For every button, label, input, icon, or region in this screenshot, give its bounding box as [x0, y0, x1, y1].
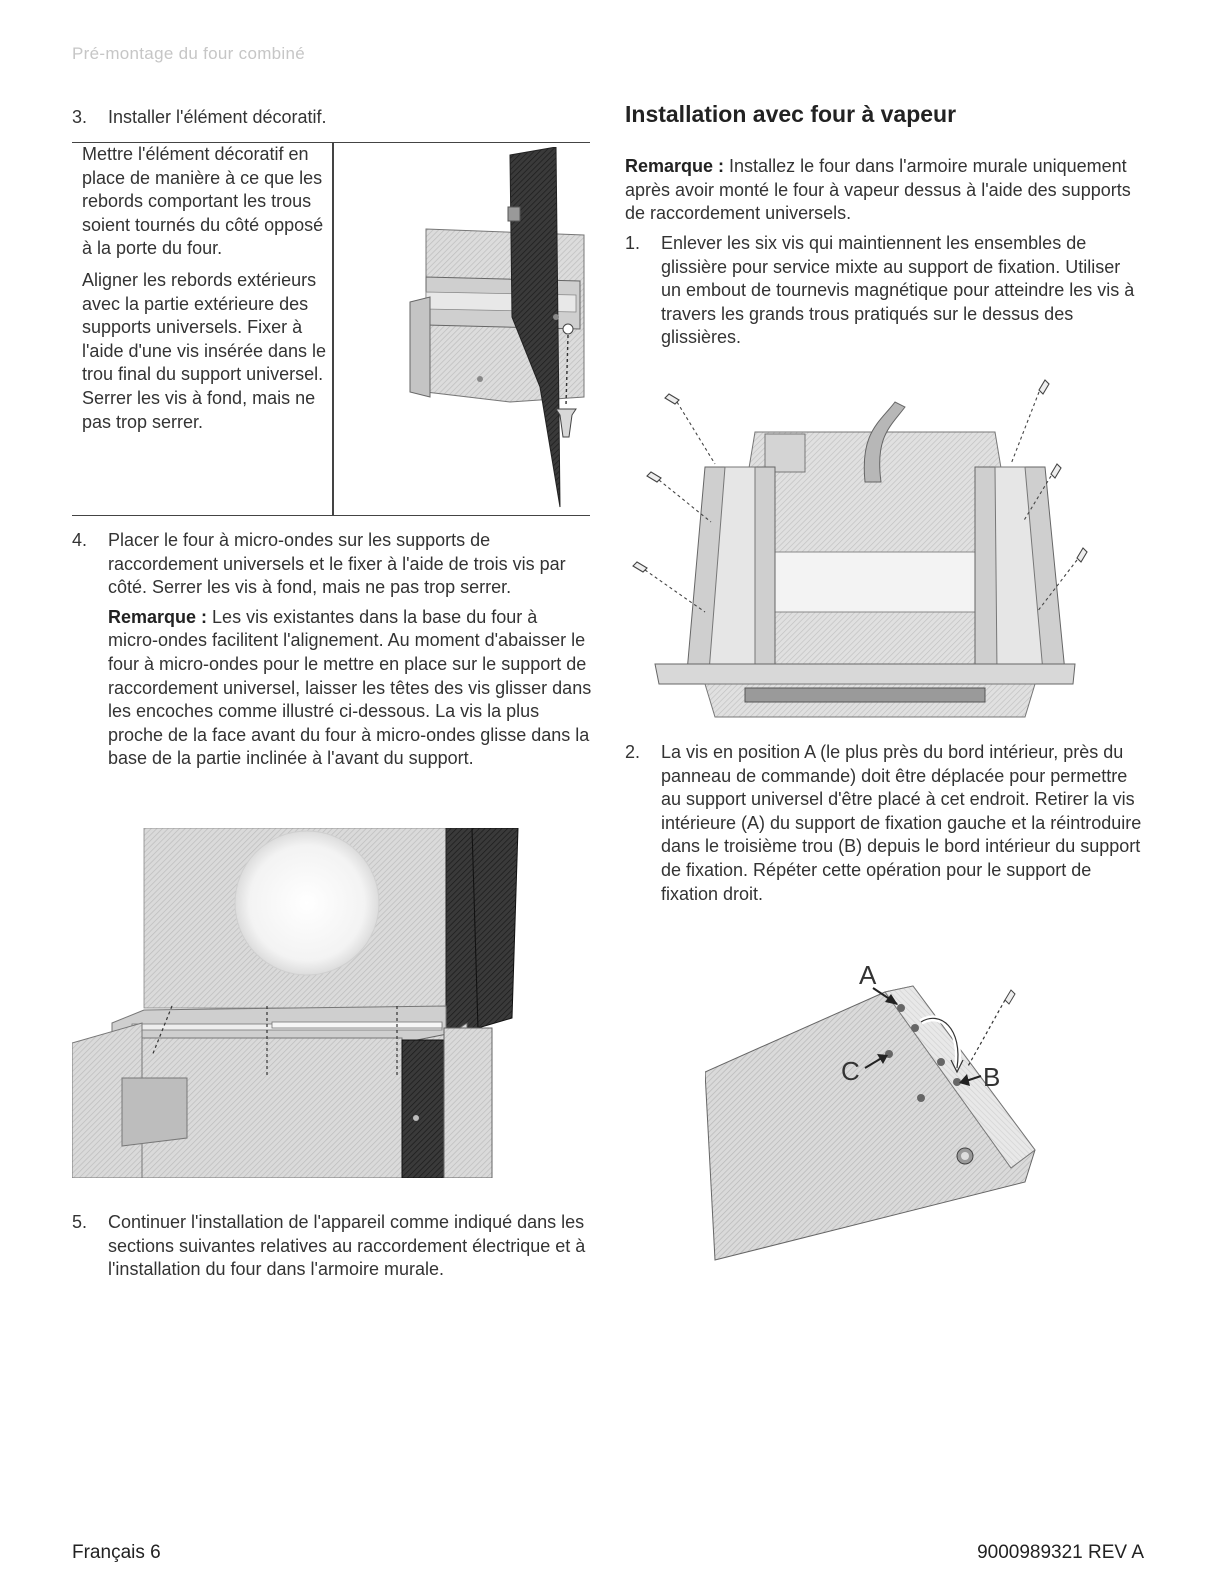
section-title: Installation avec four à vapeur — [625, 101, 957, 127]
step-3-title: Installer l'élément décoratif. — [108, 107, 327, 127]
right-step-1-text: Enlever les six vis qui maintiennent les ensembles de glissière pour service mixte au support de fixation. Utiliser un embout de tournevis magnétique pour atteindre les vis à travers les grands trous pratiqués sur le dessus des glissières. — [661, 233, 1135, 348]
step-5 — [72, 1211, 592, 1282]
label-a: A — [859, 960, 877, 990]
running-header: Pré-montage du four combiné — [72, 44, 306, 63]
decorative-element-figure — [340, 147, 586, 509]
steam-oven-screws-figure — [625, 372, 1105, 720]
step-4-number: 4. — [72, 530, 88, 550]
step-3-table — [72, 142, 590, 516]
right-step-2-text: La vis en position A (le plus près du bord intérieur, près du panneau de commande) doit être déplacée pour permettre au support universel d'être placé à cet endroit. Retirer la vis intérieure (A) du support de fixation gauche et la réintroduire dans le troisième trou (B) depuis le bord intérieur du support de fixation. Répéter cette opération pour le support de fixation droit. — [661, 742, 1142, 904]
step-4-text: Placer le four à micro-ondes sur les supports de raccordement universels et le fixer à l'aide de trois vis par côté. Serrer les vis à fond, mais ne pas trop serrer. — [108, 530, 566, 598]
right-step-1 — [625, 232, 1145, 350]
step-4-note — [108, 606, 592, 771]
step-5-number: 5. — [72, 1212, 88, 1232]
step-3-paragraph-1: Mettre l'élément décoratif en place de manière à ce que les rebords comportant les trous soient tournés du côté opposé à la porte du four. — [82, 144, 324, 259]
step-3-heading — [72, 106, 327, 130]
table-divider — [332, 143, 334, 515]
right-step-1-number: 1. — [625, 233, 641, 253]
step-3-number: 3. — [72, 107, 88, 127]
step-4-note-label: Remarque : — [108, 606, 208, 627]
right-step-2 — [625, 741, 1145, 906]
bracket-positions-figure — [705, 960, 1065, 1272]
section-note-text: Installez le four dans l'armoire murale uniquement après avoir monté le four à vapeur dessus à l'aide des supports de raccordement universels. — [625, 156, 1131, 224]
step-3-text-cell — [82, 143, 327, 442]
section-note-label: Remarque : — [625, 156, 725, 176]
section-note — [625, 155, 1145, 226]
label-b: B — [983, 1062, 1001, 1092]
right-step-2-number: 2. — [625, 742, 641, 762]
label-c: C — [841, 1056, 860, 1086]
footer-doc-number: 9000989321 REV A — [977, 1542, 1144, 1563]
step-3-paragraph-2: Aligner les rebords extérieurs avec la partie extérieure des supports universels. Fixer à l'aide d'une vis insérée dans le trou final du support universel. Serrer les vis à fond, mais ne pas trop serrer. — [82, 269, 327, 432]
step-4-note-text: Les vis existantes dans la base du four à micro-ondes facilitent l'alignement. Au moment d'abaisser le four à micro-ondes pour le mettre en place sur le support de raccordement universel, laisser les têtes des vis glisser dans les encoches comme illustré ci-dessous. La vis la plus proche de la face avant du four à micro-ondes glisse dans la base de la partie inclinée à l'avant du support. — [108, 606, 592, 769]
microwave-support-figure — [72, 828, 526, 1178]
footer-page: Français 6 — [72, 1542, 161, 1563]
step-4 — [72, 529, 592, 771]
step-5-text: Continuer l'installation de l'appareil comme indiqué dans les sections suivantes relatives au raccordement électrique et à l'installation du four dans l'armoire murale. — [108, 1212, 586, 1280]
